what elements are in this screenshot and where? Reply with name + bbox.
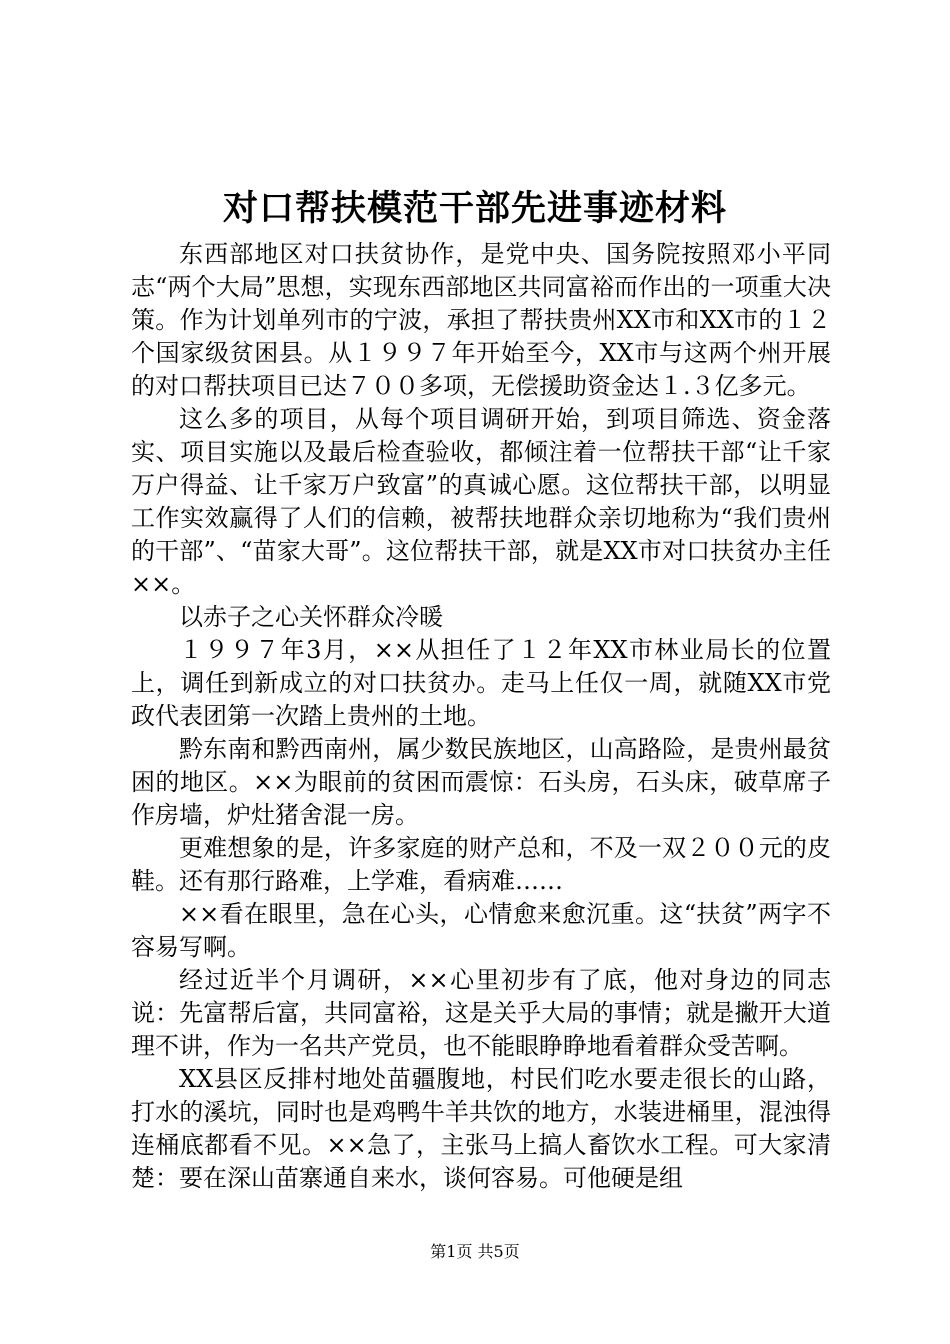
paragraph-hardship: 更难想象的是，许多家庭的财产总和，不及一双２００元的皮鞋。还有那行路难，上学难，看病难…… xyxy=(131,834,831,895)
paragraph-appointment: １９９７年3月，××从担任了１２年XX市林业局长的位置上，调任到新成立的对口扶贫办。走马上任仅一周，就随XX市党政代表团第一次踏上贵州的土地。 xyxy=(131,636,831,730)
paragraph-concern: ××看在眼里，急在心头，心情愈来愈沉重。这“扶贫”两字不容易写啊。 xyxy=(131,900,831,961)
paragraph-water-project: XX县区反排村地处苗疆腹地，村民们吃水要走很长的山路，打水的溪坑，同时也是鸡鸭牛羊共饮的地方，水装进桶里，混浊得连桶底都看不见。××急了，主张马上搞人畜饮水工程。可大家清楚：要在深山苗寨通自来水，谈何容易。可他硬是组 xyxy=(131,1065,831,1192)
paragraph-research: 经过近半个月调研，××心里初步有了底，他对身边的同志说：先富帮后富，共同富裕，这是关乎大局的事情；就是撇开大道理不讲，作为一名共产党员，也不能眼睁睁地看着群众受苦啊。 xyxy=(131,966,831,1060)
paragraph-intro: 东西部地区对口扶贫协作，是党中央、国务院按照邓小平同志“两个大局”思想，实现东西部地区共同富裕而作出的一项重大决策。作为计划单列市的宁波，承担了帮扶贵州XX市和XX市的１２个国家级贫困县。从１９９７年开始至今，XX市与这两个州开展的对口帮扶项目已达７００多项，无偿援助资金达１.３亿多元。 xyxy=(131,240,831,400)
paragraph-projects: 这么多的项目，从每个项目调研开始，到项目筛选、资金落实、项目实施以及最后检查验收，都倾注着一位帮扶干部“让千家万户得益、让千家万户致富”的真诚心愿。这位帮扶干部，以明显工作实效赢得了人们的信赖，被帮扶地群众亲切地称为“我们贵州的干部”、“苗家大哥”。这位帮扶干部，就是XX市对口扶贫办主任××。 xyxy=(131,405,831,598)
section-heading: 以赤子之心关怀群众冷暖 xyxy=(179,603,443,631)
document-body xyxy=(131,238,831,1195)
page-footer: 第1页 共5页 xyxy=(430,1242,520,1261)
document-title: 对口帮扶模范干部先进事迹材料 xyxy=(222,188,727,229)
paragraph-poverty: 黔东南和黔西南州，属少数民族地区，山高路险，是贵州最贫困的地区。××为眼前的贫困而震惊：石头房，石头床，破草席子作房墙，炉灶猪舍混一房。 xyxy=(131,735,831,829)
